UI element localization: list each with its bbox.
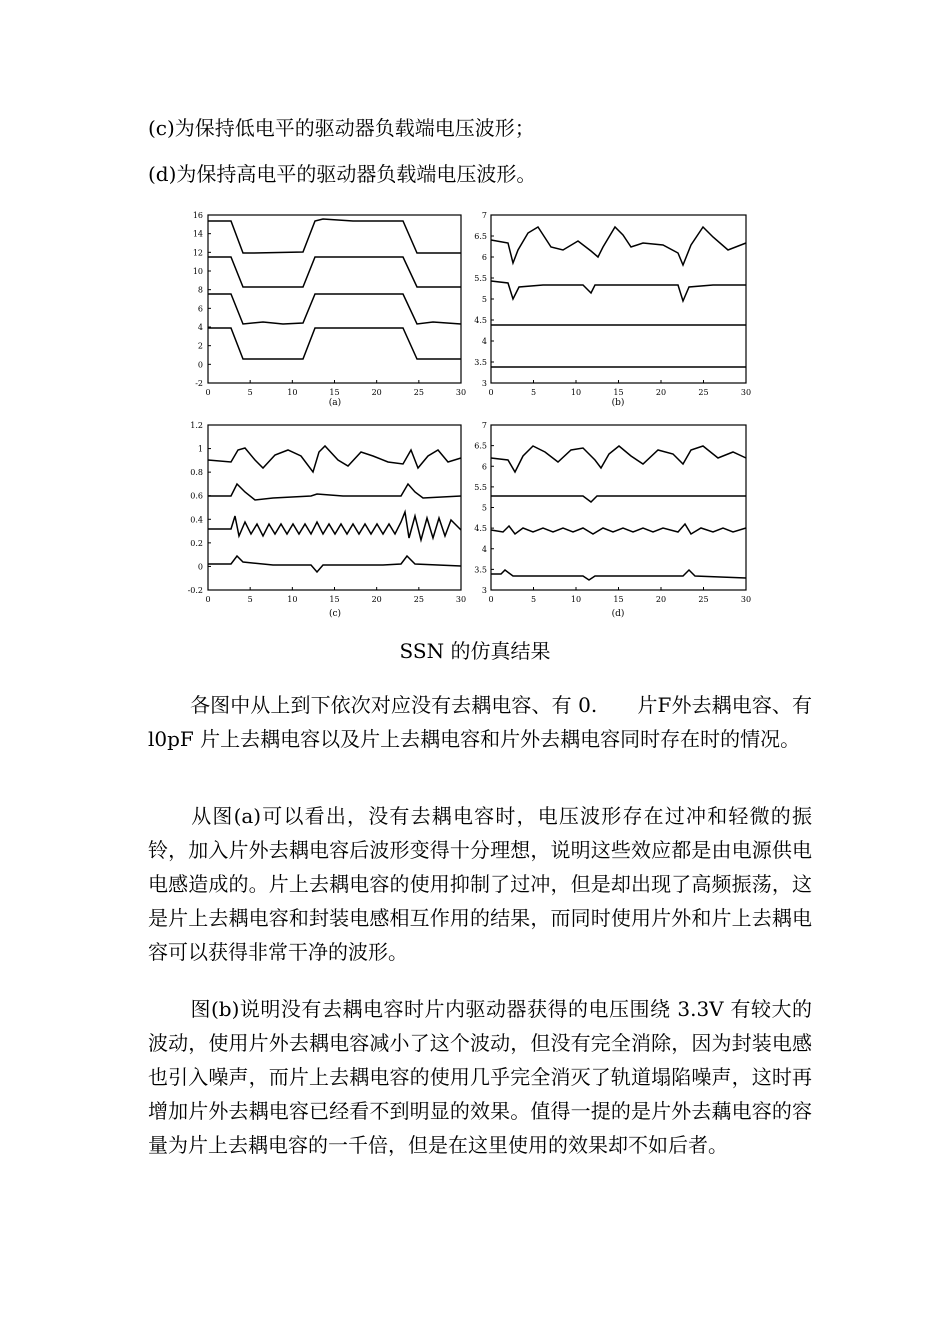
panel-d-x-tick-label: 5 [530, 595, 537, 604]
panel-c-x-tick-label: 15 [329, 595, 340, 604]
panel-d-y-tick-label: 3.5 [474, 565, 487, 575]
panel-a-y-tick-label: 10 [192, 267, 203, 276]
panel-b-x-tick-label: 30 [740, 388, 752, 397]
panel-b-x-tick-label: 0 [488, 388, 494, 397]
panel-a-trace-4 [208, 328, 461, 359]
panel-d-x-tick-label: 0 [488, 595, 494, 604]
panel-a-x-tick-label: 20 [371, 388, 382, 397]
panel-d-y-tick-label: 4.5 [474, 524, 487, 534]
panel-a-frame [208, 215, 461, 383]
panel-d-x-tick-label: 10 [570, 595, 582, 604]
panel-d-x-tick-label: 20 [655, 595, 667, 604]
panel-a-y-tick-label: 8 [197, 285, 203, 295]
panel-a-y-tick-label: -2 [195, 379, 203, 388]
panel-c-x-tick-label: 5 [247, 595, 253, 604]
panel-c-y-tick-label: 0.6 [190, 491, 203, 501]
panel-a-y-tick-label: 12 [192, 248, 203, 258]
panel-d-y-tick-label: 5.5 [474, 482, 487, 492]
panel-a-y-tick-label: 16 [192, 211, 203, 220]
panel-a-x-tick-label: 25 [413, 388, 424, 397]
panel-d-x-tick-label: 30 [740, 595, 752, 604]
panel-d-y-tick-label: 6 [481, 462, 487, 472]
panel-c-label: (c) [328, 609, 342, 619]
panel-a-y-tick-label: 4 [197, 323, 203, 332]
panel-b-x-tick-label: 15 [613, 388, 624, 397]
ssn-simulation-figure [183, 205, 763, 625]
panel-c-y-tick-label: 0.8 [190, 468, 203, 478]
panel-b-y-tick-label: 3.5 [474, 358, 487, 367]
panel-d-x-tick-label: 25 [698, 595, 709, 604]
panel-d-trace-4 [491, 570, 746, 580]
panel-a-label: (a) [328, 398, 342, 408]
panel-c-x-tick-label: 25 [413, 595, 424, 604]
panel-a-x-tick-label: 30 [455, 388, 467, 397]
panel-a-trace-1 [208, 219, 461, 253]
paragraph-2-text: 从图(a)可以看出，没有去耦电容时，电压波形存在过冲和轻微的振铃，加入片外去耦电容后波形变得十分理想，说明这些效应都是由电源供电电感造成的。片上去耦电容的使用抑制了过冲，但是却出现了高频振荡，这是片上去耦电容和封装电感相互作用的结果，而同时使用片外和片上去耦电容可以获得非常干净的波形。 [148, 804, 812, 964]
panel-b-y-tick-label: 5 [481, 295, 487, 304]
panel-d-trace-3 [491, 524, 746, 534]
panel-c-trace-4 [208, 556, 461, 572]
panel-a [193, 211, 466, 408]
panel-c-x-tick-label: 20 [371, 595, 382, 604]
panel-c-trace-1 [208, 446, 461, 472]
panel-d-trace-1 [491, 446, 746, 472]
panel-b-label: (b) [611, 398, 625, 408]
panel-b-y-tick-label: 7 [481, 211, 487, 220]
panel-b-y-tick-label: 6.5 [474, 232, 487, 241]
panel-c-y-tick-label: 1.2 [190, 421, 203, 430]
paragraph-1-text: 各图中从上到下依次对应没有去耦电容、有 0. 片F外去耦电容、有 l0pF 片上去耦电容以及片上去耦电容和片外去耦电容同时存在时的情况。 [148, 693, 812, 751]
panel-b-y-tick-label: 5.5 [474, 274, 487, 283]
panel-b-y-tick-label: 4.5 [474, 316, 487, 325]
panel-b-y-tick-label: 4 [481, 337, 487, 346]
figure-caption: SSN 的仿真结果 [399, 639, 551, 663]
panel-d-trace-2 [491, 496, 746, 502]
panel-b-trace-1 [491, 227, 746, 265]
panel-a-x-tick-label: 15 [329, 388, 340, 397]
panel-b-x-tick-label: 5 [530, 388, 537, 397]
panel-d-label: (d) [611, 609, 625, 619]
paragraph-3-text: 图(b)说明没有去耦电容时片内驱动器获得的电压围绕 3.3V 有较大的波动，使用片外去耦电容减小了这个波动，但没有完全消除，因为封装电感也引入噪声，而片上去耦电容的使用几乎完全消灭了轨道塌陷噪声，这时再增加片外去耦电容已经看不到明显的效果。值得一提的是片外去藕电容的容量为片上去耦电容的一千倍，但是在这里使用的效果却不如后者。 [148, 997, 812, 1157]
panel-d [474, 421, 751, 619]
intro-line-d: (d)为保持高电平的驱动器负载端电压波形。 [148, 162, 537, 186]
panel-d-y-tick-label: 5 [481, 503, 487, 513]
panel-a-x-tick-label: 0 [205, 388, 211, 397]
panel-d-y-tick-label: 4 [481, 544, 487, 554]
panel-b-x-tick-label: 25 [698, 388, 709, 397]
panel-c-y-tick-label: 0 [197, 562, 203, 572]
panel-d-y-tick-label: 3 [481, 586, 487, 595]
panel-a-x-tick-label: 5 [247, 388, 253, 397]
panel-b-x-tick-label: 20 [655, 388, 667, 397]
paragraph-3 [148, 992, 812, 1162]
panel-c-x-tick-label: 30 [455, 595, 467, 604]
intro-line-c: (c)为保持低电平的驱动器负载端电压波形； [148, 116, 535, 140]
panel-b-frame [491, 215, 746, 383]
panel-b-y-tick-label: 3 [481, 379, 487, 388]
panel-a-y-tick-label: 2 [197, 341, 203, 351]
panel-b-trace-2 [491, 281, 746, 301]
panel-b-x-tick-label: 10 [570, 388, 582, 397]
paragraph-2 [148, 799, 812, 969]
panel-a-trace-3 [208, 294, 461, 324]
panel-b [474, 211, 751, 408]
panel-a-y-tick-label: 14 [192, 229, 203, 239]
panel-c-trace-2 [208, 484, 461, 500]
panel-a-x-tick-label: 10 [287, 388, 298, 397]
panel-a-trace-2 [208, 257, 461, 287]
panel-d-y-tick-label: 7 [481, 421, 487, 430]
panel-c-y-tick-label: 0.4 [190, 515, 203, 525]
panel-c-y-tick-label: -0.2 [187, 586, 203, 595]
panel-d-x-tick-label: 15 [613, 595, 624, 604]
panel-c-y-tick-label: 0.2 [190, 538, 203, 548]
panel-c-trace-3 [208, 512, 461, 540]
panel-d-y-tick-label: 6.5 [474, 441, 487, 451]
panel-c-x-tick-label: 10 [287, 595, 298, 604]
paragraph-1 [148, 688, 812, 756]
panel-c-x-tick-label: 0 [205, 595, 211, 604]
panel-c-y-tick-label: 1 [197, 444, 203, 454]
panel-a-y-tick-label: 6 [197, 304, 203, 314]
panel-a-y-tick-label: 0 [197, 360, 203, 370]
panel-c [188, 421, 467, 619]
panel-b-y-tick-label: 6 [481, 253, 487, 262]
